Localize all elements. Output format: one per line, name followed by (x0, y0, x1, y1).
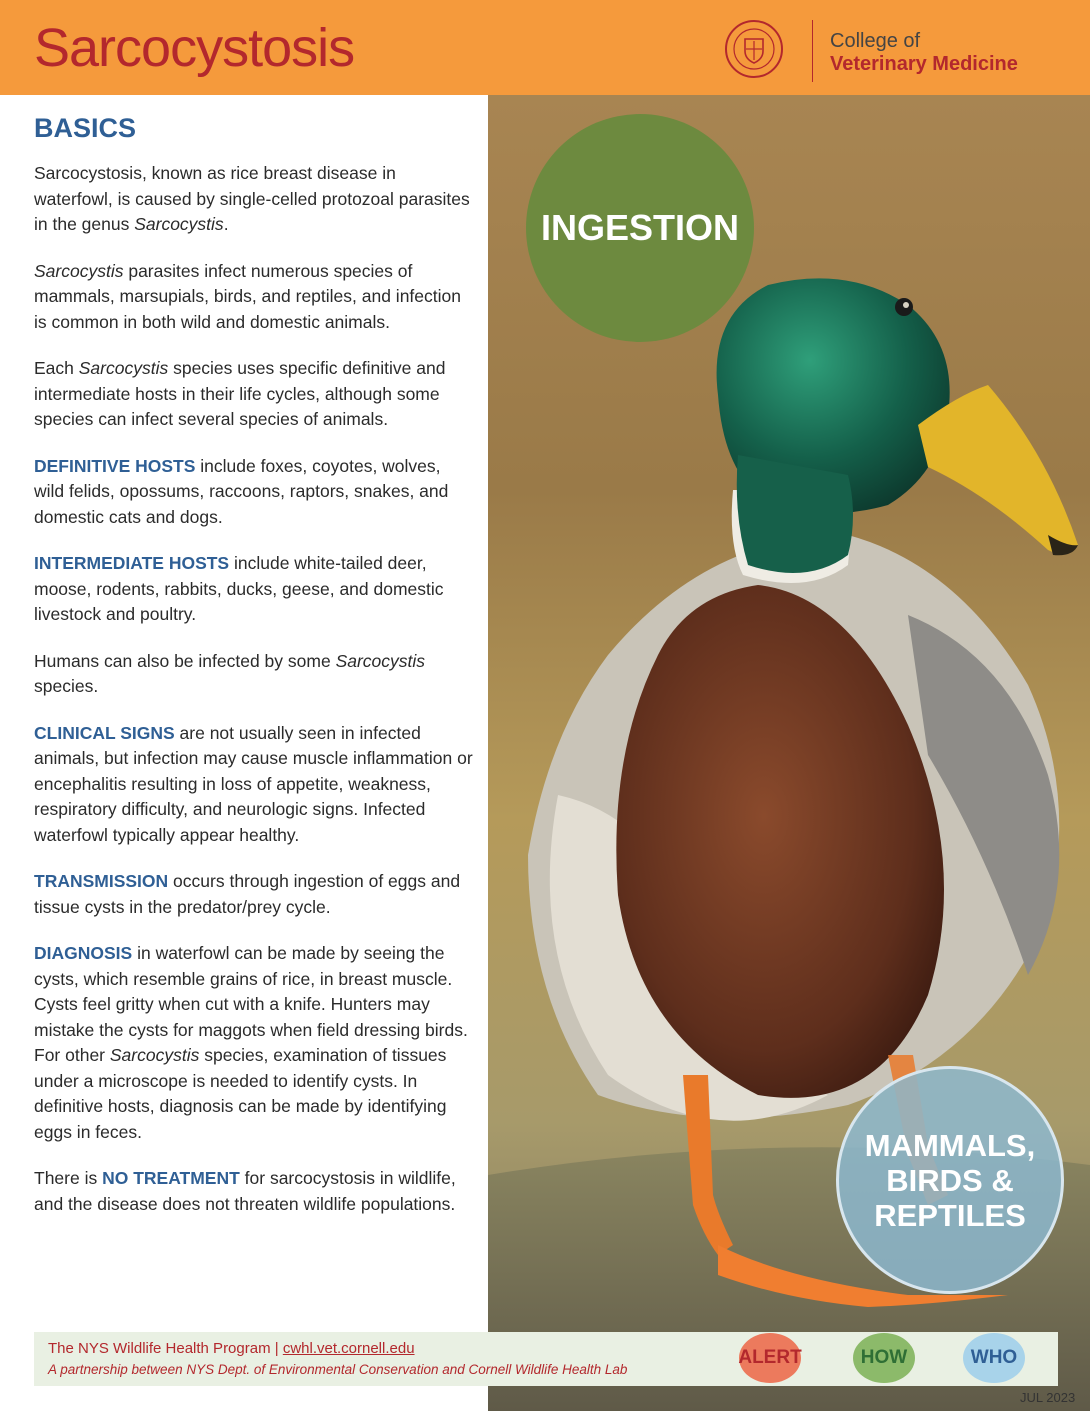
college-name-line1: College of (830, 30, 921, 52)
how-badge: HOW (853, 1333, 915, 1383)
paragraph-definitive-hosts: DEFINITIVE HOSTS include foxes, coyotes, wolves, wild felids, opossums, raccoons, raptors, snakes, and domestic cats and dogs. (34, 455, 449, 527)
paragraph-clinical-signs: CLINICAL SIGNS are not usually seen in infected animals, but infection may cause muscle inflammation or encephalitis resulting in loss of appetite, weakness, respiratory difficulty, and neurologic signs. Infected waterfowl typically appear healthy. (34, 722, 473, 845)
program-line (48, 1340, 415, 1357)
paragraph-transmission: TRANSMISSION occurs through ingestion of eggs and tissue cysts in the predator/prey cycle. (34, 871, 461, 917)
header-bar (0, 0, 1090, 95)
basics-column (34, 110, 474, 1238)
partnership-note: A partnership between NYS Dept. of Environmental Conservation and Cornell Wildlife Health Lab (48, 1362, 628, 1377)
paragraph-species-range: Sarcocystis parasites infect numerous species of mammals, marsupials, birds, and reptiles, and infection is common in both wild and domestic animals. (34, 260, 461, 332)
paragraph-intro: Sarcocystosis, known as rice breast disease in waterfowl, is caused by single-celled protozoal parasites in the genus Sarcocystis. (34, 163, 470, 234)
program-separator: | (270, 1340, 283, 1357)
college-name-line2: Veterinary Medicine (830, 53, 1018, 75)
program-name: The NYS Wildlife Health Program (48, 1340, 271, 1357)
program-link[interactable]: cwhl.vet.cornell.edu (282, 1340, 415, 1357)
paragraph-intermediate-hosts: INTERMEDIATE HOSTS include white-tailed deer, moose, rodents, rabbits, ducks, geese, and domestic livestock and poultry. (34, 553, 444, 624)
cornell-seal-icon (724, 19, 784, 79)
ingestion-circle: INGESTION (526, 114, 754, 342)
basics-heading: BASICS (34, 113, 137, 143)
hosts-label-line1: MAMMALS, (864, 1127, 1036, 1163)
hosts-label-line2: BIRDS & (886, 1162, 1014, 1198)
who-badge: WHO (963, 1333, 1025, 1383)
paragraph-treatment: There is NO TREATMENT for sarcocystosis in wildlife, and the disease does not threaten wildlife populations. (34, 1168, 456, 1214)
header-divider (812, 20, 813, 82)
page-title: Sarcocystosis (34, 18, 355, 78)
alert-badge: ALERT (739, 1333, 801, 1383)
paragraph-life-cycle: Each Sarcocystis species uses specific definitive and intermediate hosts in their life cycles, although some species can infect several species of animals. (34, 358, 446, 429)
publication-date: JUL 2023 (1020, 1390, 1076, 1405)
paragraph-diagnosis: DIAGNOSIS in waterfowl can be made by seeing the cysts, which resemble grains of rice, in breast muscle. Cysts feel gritty when cut with a knife. Hunters may mistake the cysts for maggots when field dressing birds. For other Sarcocystis species, examination of tissues under a microscope is needed to identify cysts. In definitive hosts, diagnosis can be made by identifying eggs in feces. (34, 943, 468, 1142)
hosts-circle (836, 1066, 1064, 1294)
paragraph-humans: Humans can also be infected by some Sarcocystis species. (34, 650, 426, 696)
hosts-label-line3: REPTILES (874, 1197, 1026, 1233)
